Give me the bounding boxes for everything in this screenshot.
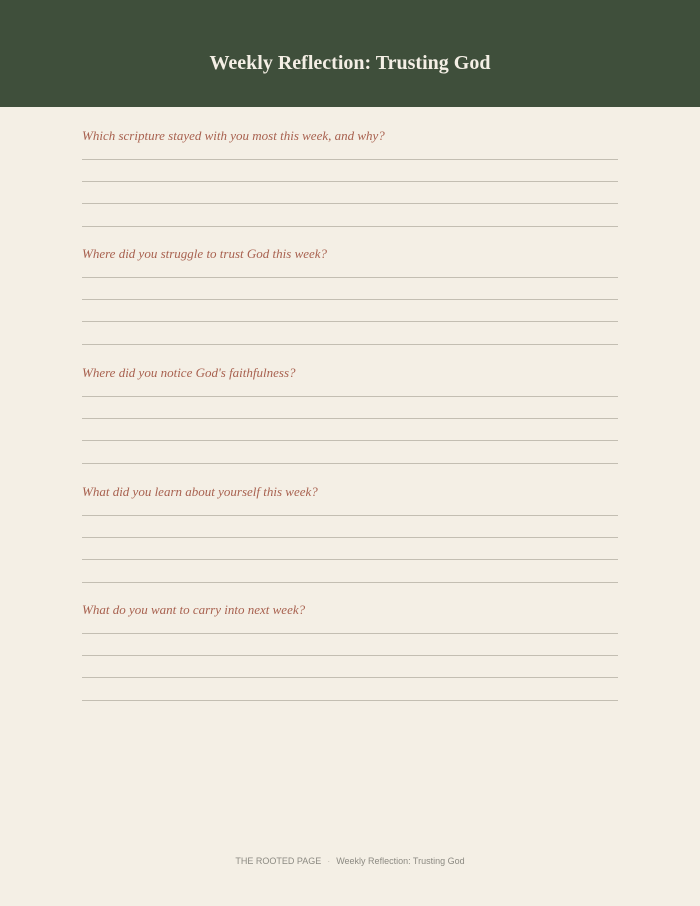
prompt-question: What did you learn about yourself this week? (82, 484, 318, 499)
answer-line[interactable] (82, 633, 618, 634)
answer-line[interactable] (82, 655, 618, 656)
prompt-question: What do you want to carry into next week? (82, 602, 306, 617)
answer-line[interactable] (82, 396, 618, 397)
footer-separator: · (327, 856, 331, 866)
answer-line[interactable] (82, 677, 618, 678)
footer-title: Weekly Reflection: Trusting God (336, 856, 465, 866)
prompt-question: Where did you notice God's faithfulness? (82, 365, 296, 380)
prompt-question: Where did you struggle to trust God this week? (82, 246, 328, 261)
answer-line[interactable] (82, 440, 618, 441)
answer-line[interactable] (82, 418, 618, 419)
answer-line[interactable] (82, 559, 618, 560)
page-footer (0, 855, 700, 867)
answer-line[interactable] (82, 277, 618, 278)
answer-line[interactable] (82, 537, 618, 538)
answer-line[interactable] (82, 515, 618, 516)
answer-line[interactable] (82, 344, 618, 345)
footer-brand: THE ROOTED PAGE (235, 856, 322, 866)
answer-line[interactable] (82, 321, 618, 322)
page-title: Weekly Reflection: Trusting God (209, 52, 491, 74)
answer-line[interactable] (82, 181, 618, 182)
answer-line[interactable] (82, 203, 618, 204)
page-header (0, 0, 700, 107)
prompt-question: Which scripture stayed with you most this week, and why? (82, 128, 385, 143)
answer-line[interactable] (82, 159, 618, 160)
answer-line[interactable] (82, 463, 618, 464)
answer-line[interactable] (82, 582, 618, 583)
answer-line[interactable] (82, 226, 618, 227)
answer-line[interactable] (82, 299, 618, 300)
answer-line[interactable] (82, 700, 618, 701)
